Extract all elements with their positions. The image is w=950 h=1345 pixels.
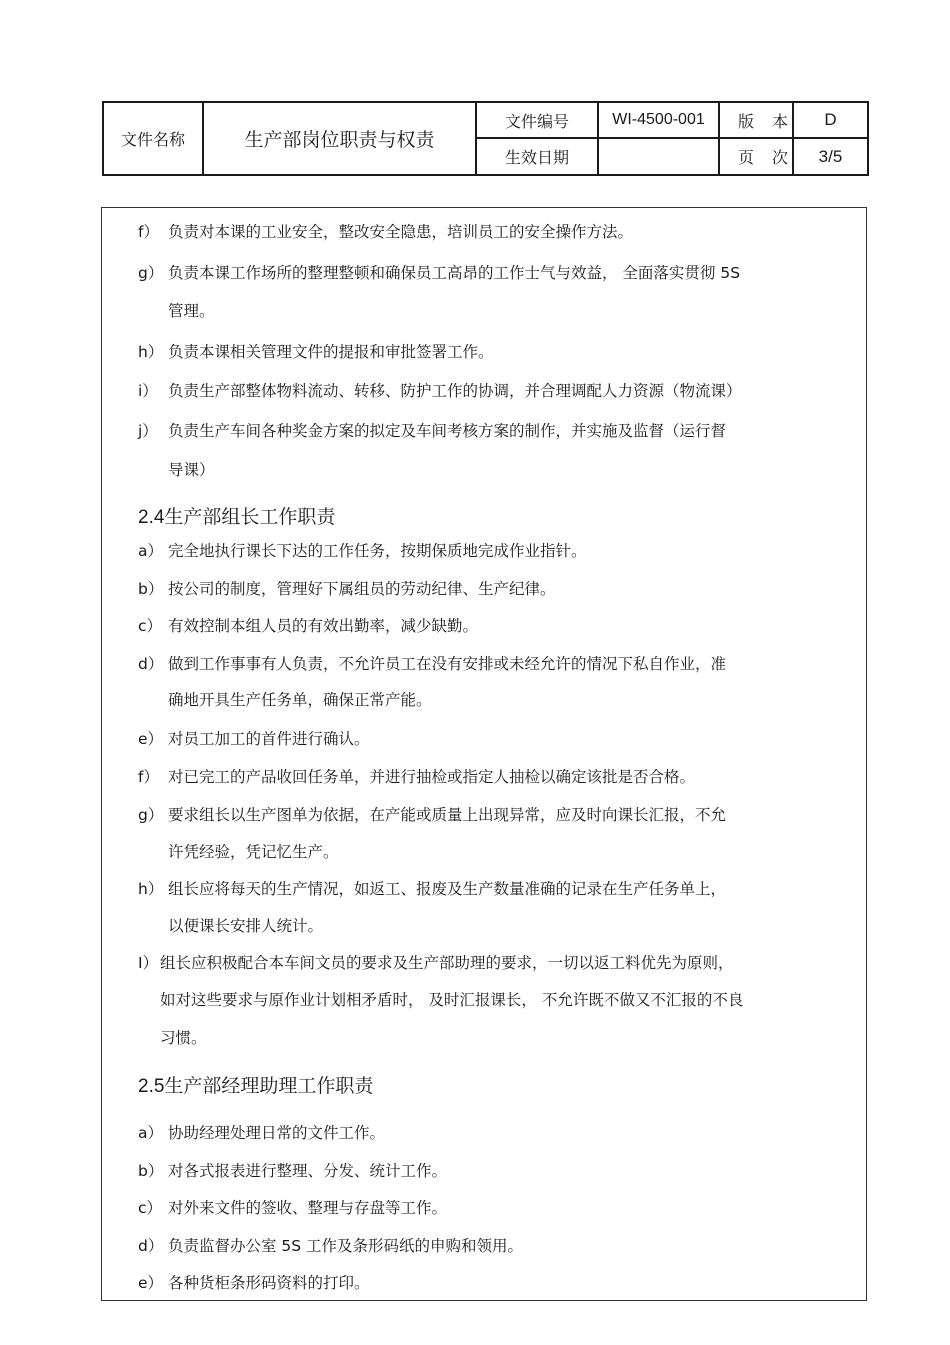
list-item: c） 有效控制本组人员的有效出勤率，减少缺勤。 — [138, 617, 479, 635]
list-item: d） 做到工作事事有人负责，不允许员工在没有安排或未经允许的情况下私自作业，准 — [138, 655, 727, 673]
list-item: h） 负责本课相关管理文件的提报和审批签署工作。 — [138, 343, 494, 361]
list-item-continuation: 管理。 — [168, 302, 215, 320]
list-item-continuation: 如对这些要求与原作业计划相矛盾时， 及时汇报课长， 不允许既不做又不汇报的不良 — [160, 991, 744, 1009]
list-item: c） 对外来文件的签收、整理与存盘等工作。 — [138, 1199, 448, 1217]
list-item: I） 组长应积极配合本车间文员的要求及生产部助理的要求，一切以返工料优先为原则， — [138, 954, 734, 972]
document-header-table — [102, 101, 869, 176]
page-value: 3/5 — [793, 138, 868, 175]
doc-name-label: 文件名称 — [103, 102, 203, 175]
list-item: d） 负责监督办公室 5S 工作及条形码纸的申购和领用。 — [138, 1237, 524, 1255]
effective-date-value — [598, 138, 719, 175]
version-value: D — [793, 102, 868, 138]
list-item: i） 负责生产部整体物料流动、转移、防护工作的协调，并合理调配人力资源（物流课） — [138, 382, 742, 400]
effective-date-label: 生效日期 — [476, 138, 598, 175]
list-item-continuation: 许凭经验，凭记忆生产。 — [168, 843, 339, 861]
page-label: 页次 — [719, 138, 793, 175]
section-heading-2-5: 2.5生产部经理助理工作职责 — [138, 1075, 374, 1097]
list-item: b） 按公司的制度，管理好下属组员的劳动纪律、生产纪律。 — [138, 580, 556, 598]
list-item: e） 各种货柜条形码资料的打印。 — [138, 1274, 370, 1292]
version-label: 版本 — [719, 102, 793, 138]
list-item: f） 负责对本课的工业安全，整改安全隐患，培训员工的安全操作方法。 — [138, 223, 634, 241]
doc-no-label: 文件编号 — [476, 102, 598, 138]
section-heading-2-4: 2.4生产部组长工作职责 — [138, 506, 336, 528]
list-item-continuation: 习惯。 — [160, 1029, 207, 1047]
list-item: e） 对员工加工的首件进行确认。 — [138, 730, 370, 748]
list-item: h） 组长应将每天的生产情况，如返工、报废及生产数量准确的记录在生产任务单上， — [138, 880, 727, 898]
list-item: a） 协助经理处理日常的文件工作。 — [138, 1124, 386, 1142]
list-item: b） 对各式报表进行整理、分发、统计工作。 — [138, 1162, 448, 1180]
list-item-continuation: 确地开具生产任务单，确保正常产能。 — [168, 691, 432, 709]
doc-title: 生产部岗位职责与权责 — [203, 102, 476, 175]
list-item: j） 负责生产车间各种奖金方案的拟定及车间考核方案的制作，并实施及监督（运行督 — [138, 422, 727, 440]
list-item: a） 完全地执行课长下达的工作任务，按期保质地完成作业指针。 — [138, 542, 587, 560]
list-item: g） 负责本课工作场所的整理整顿和确保员工高昂的工作士气与效益， 全面落实贯彻 5S — [138, 264, 741, 282]
list-item-continuation: 导课） — [168, 461, 215, 479]
doc-no: WI-4500-001 — [598, 102, 719, 138]
list-item-continuation: 以便课长安排人统计。 — [168, 917, 324, 935]
list-item: g） 要求组长以生产图单为依据，在产能或质量上出现异常，应及时向课长汇报，不允 — [138, 806, 727, 824]
list-item: f） 对已完工的产品收回任务单，并进行抽检或指定人抽检以确定该批是否合格。 — [138, 768, 696, 786]
